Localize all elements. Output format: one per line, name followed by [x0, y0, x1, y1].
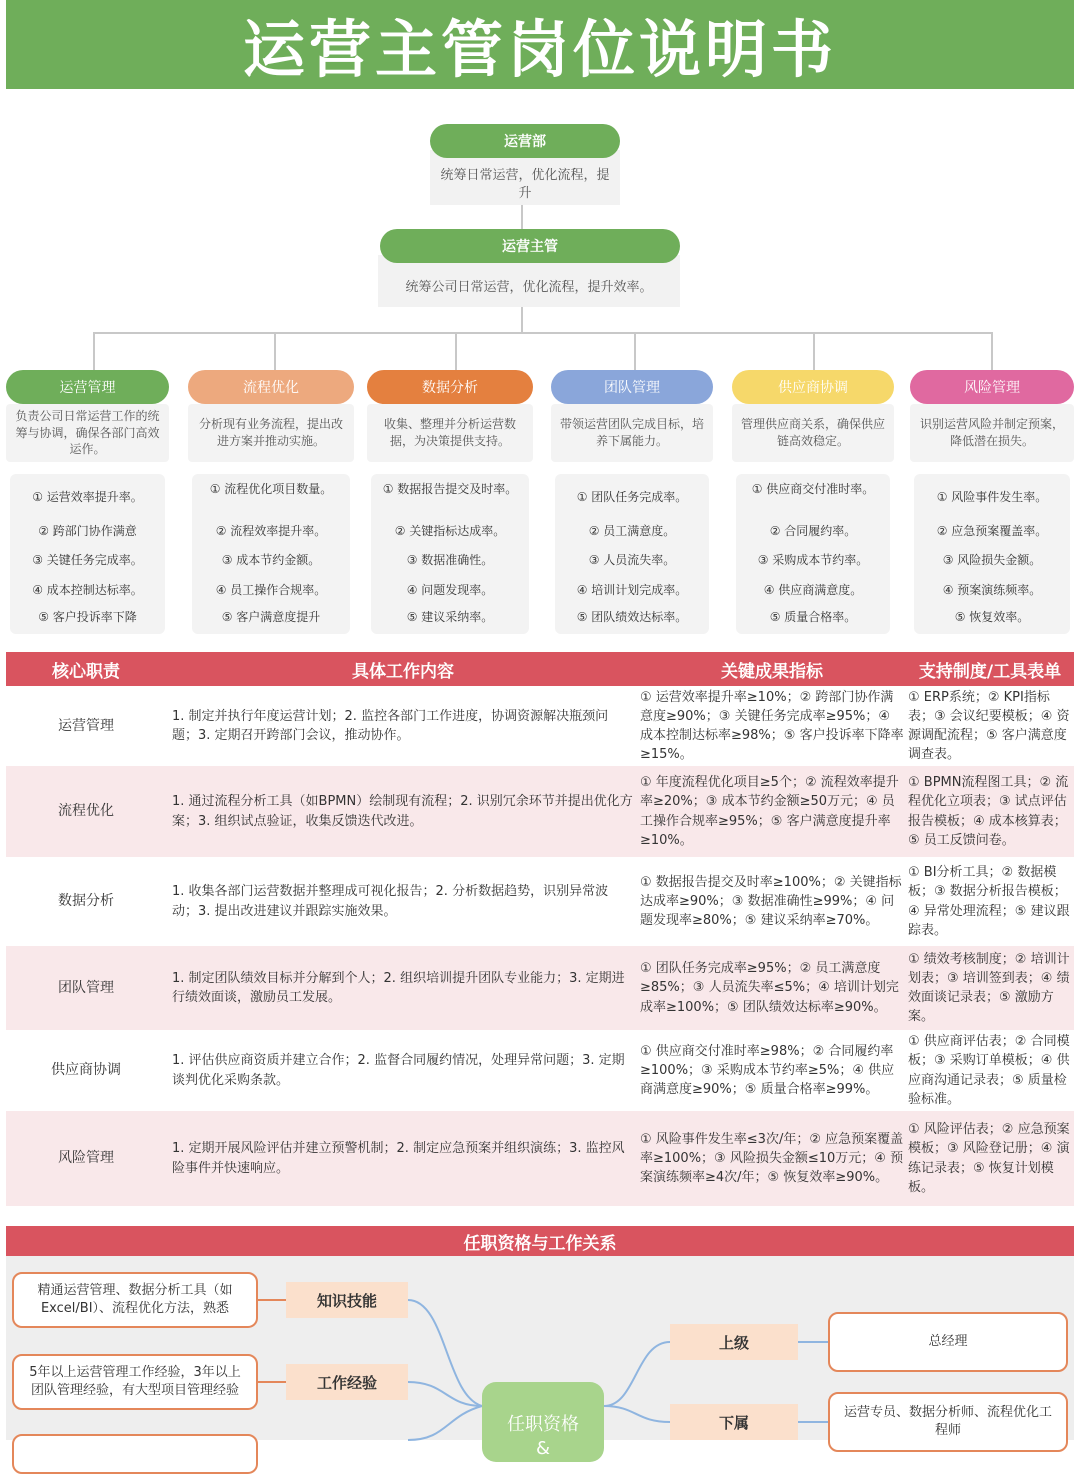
column-kpi-item: ③ 数据准确性。: [406, 553, 494, 567]
column-kpi-item: ③ 风险损失金额。: [942, 553, 1042, 567]
subordinate-tag: 下属: [670, 1404, 798, 1440]
column-desc-6: 识别运营风险并制定预案，降低潜在损失。: [910, 404, 1074, 462]
org-top-desc-text: 统筹日常运营，优化流程，提升: [440, 167, 610, 201]
column-kpi-item: ③ 采购成本节约率。: [757, 553, 869, 567]
column-kpi-box-1: [10, 474, 165, 634]
experience-box: [12, 1354, 258, 1410]
cell-tools: ① BPMN流程图工具；② 流程优化立项表；③ 试点评估报告模板；④ 成本核算表；⑤ 员工反馈问卷。: [908, 775, 1069, 848]
column-kpi-item: ⑤ 客户满意度提升: [221, 610, 321, 624]
column-kpi-item: ④ 供应商满意度。: [763, 583, 863, 597]
cell-work: 1. 制定团队绩效目标并分解到个人；2. 组织培训提升团队专业能力；3. 定期进行绩效面谈，激励员工发展。: [172, 970, 625, 1005]
cell-work: 1. 制定并执行年度运营计划；2. 监控各部门工作进度，协调资源解决瓶颈问题；3. 定期召开跨部门会议，推动协作。: [172, 708, 609, 743]
column-header-1: 运营管理: [6, 370, 169, 404]
cell-kpi: ① 年度流程优化项目≥5个；② 流程效率提升率≥20%；③ 成本节约金额≥50万元；④ 员工操作合规率≥95%；⑤ 客户满意度提升率≥10%。: [640, 775, 899, 848]
org-mid-node: [380, 229, 680, 263]
column-kpi-item: ③ 成本节约金额。: [221, 553, 321, 567]
cell-role: 供应商协调: [51, 1062, 121, 1079]
org-connector: [93, 332, 993, 334]
cell-kpi: ① 供应商交付准时率≥98%；② 合同履约率≥100%；③ 采购成本节约率≥5%；④ 供应商满意度≥90%；⑤ 质量合格率≥99%。: [640, 1043, 895, 1098]
cell-kpi: ① 团队任务完成率≥95%；② 员工满意度≥85%；③ 人员流失率≤5%；④ 培训计划完成率≥100%；⑤ 团队绩效达标率≥90%。: [640, 961, 899, 1015]
org-connector: [634, 332, 636, 370]
org-mid-label: 运营主管: [502, 239, 558, 255]
column-header-4: 团队管理: [551, 370, 713, 404]
org-connector: [455, 332, 457, 370]
table-row: [6, 1111, 1074, 1206]
column-desc-2: 分析现有业务流程，提出改进方案并推动实施。: [188, 404, 354, 462]
column-kpi-item: ② 员工满意度。: [588, 524, 676, 538]
table-row: [6, 686, 1074, 766]
column-header-3: 数据分析: [367, 370, 533, 404]
column-kpi-item: ① 流程优化项目数量。: [209, 482, 333, 496]
column-kpi-item: ⑤ 质量合格率。: [769, 610, 857, 624]
org-connector: [813, 332, 815, 370]
column-kpi-item: ② 关键指标达成率。: [394, 524, 506, 538]
cell-role: 数据分析: [58, 893, 114, 910]
column-desc-5: 管理供应商关系，确保供应链高效稳定。: [732, 404, 894, 462]
column-kpi-box-2: [192, 474, 350, 634]
org-top-desc: [430, 150, 620, 205]
subordinate-box: [828, 1392, 1068, 1452]
column-header-6: 风险管理: [910, 370, 1074, 404]
cell-kpi: ① 风险事件发生率≤3次/年；② 应急预案覆盖率≥100%；③ 风险损失金额≤10万元；④ 预案演练频率≥4次/年；⑤ 恢复效率≥90%。: [640, 1131, 904, 1186]
extra-box: [12, 1434, 258, 1474]
page-title: 运营主管岗位说明书: [242, 13, 837, 86]
cell-role: 流程优化: [58, 803, 114, 820]
subordinate-text: 运营专员、数据分析师、流程优化工程师: [843, 1404, 1052, 1438]
org-connector: [521, 205, 523, 229]
qualification-center-node: [482, 1382, 604, 1462]
column-kpi-item: ① 运营效率提升率。: [32, 490, 143, 504]
column-kpi-item: ⑤ 团队绩效达标率。: [576, 610, 688, 624]
column-kpi-item: ① 数据报告提交及时率。: [382, 482, 518, 496]
superior-box: [828, 1312, 1068, 1372]
table-row: [6, 857, 1074, 946]
column-kpi-item: ④ 成本控制达标率。: [32, 583, 143, 597]
column-header-2: 流程优化: [188, 370, 354, 404]
column-header-5: 供应商协调: [732, 370, 894, 404]
table-row: [6, 1030, 1074, 1111]
experience-tag: 工作经验: [286, 1364, 408, 1400]
experience-text: 5年以上运营管理工作经验，3年以上团队管理经验，有大型项目管理经验: [29, 1364, 241, 1398]
column-kpi-item: ③ 关键任务完成率。: [32, 553, 143, 567]
column-kpi-item: ④ 预案演练频率。: [942, 583, 1042, 597]
th-role: 核心职责: [52, 661, 120, 682]
column-kpi-item: ⑤ 恢复效率。: [954, 610, 1030, 624]
superior-tag: 上级: [670, 1324, 798, 1360]
column-kpi-item: ④ 问题发现率。: [406, 583, 494, 597]
column-kpi-box-5: [736, 474, 890, 634]
column-kpi-item: ② 流程效率提升率。: [215, 524, 327, 538]
cell-role: 团队管理: [58, 979, 114, 996]
column-kpi-item: ① 团队任务完成率。: [576, 490, 688, 504]
org-mid-desc-text: 统筹公司日常运营，优化流程，提升效率。: [405, 280, 653, 296]
cell-kpi: ① 运营效率提升率≥10%；② 跨部门协作满意度≥90%；③ 关键任务完成率≥95%；④ 成本控制达标率≥98%；⑤ 客户投诉率下降率≥15%。: [640, 689, 904, 763]
cell-role: 运营管理: [58, 717, 114, 734]
column-kpi-item: ① 供应商交付准时率。: [751, 482, 875, 496]
cell-work: 1. 通过流程分析工具（如BPMN）绘制现有流程；2. 识别冗余环节并提出优化方案；3. 组织试点验证，收集反馈迭代改进。: [172, 794, 633, 829]
relations-header: 任职资格与工作关系: [6, 1226, 1074, 1256]
cell-work: 1. 收集各部门运营数据并整理成可视化报告；2. 分析数据趋势，识别异常波动；3. 提出改进建议并跟踪实施效果。: [172, 884, 609, 919]
cell-tools: ① BI分析工具；② 数据模板；③ 数据分析报告模板；④ 异常处理流程；⑤ 建议跟踪表。: [908, 865, 1070, 938]
column-desc-1: 负责公司日常运营工作的统筹与协调，确保各部门高效运作。: [6, 404, 169, 462]
th-work: 具体工作内容: [352, 661, 454, 682]
column-kpi-item: ⑤ 建议采纳率。: [406, 610, 494, 624]
column-kpi-item: ④ 员工操作合规率。: [215, 583, 327, 597]
column-kpi-item: ④ 培训计划完成率。: [576, 583, 688, 597]
org-top-label: 运营部: [504, 134, 546, 150]
org-connector: [991, 332, 993, 370]
relations-area: [6, 1256, 1074, 1459]
column-kpi-box-4: [555, 474, 709, 634]
column-kpi-item: ⑤ 客户投诉率下降: [38, 610, 137, 624]
table-row: [6, 766, 1074, 857]
org-connector: [521, 307, 523, 333]
cell-role: 风险管理: [58, 1150, 114, 1167]
org-connector: [274, 332, 276, 370]
knowledge-box: [12, 1272, 258, 1328]
column-kpi-item: ② 合同履约率。: [769, 524, 857, 538]
knowledge-tag: 知识技能: [286, 1282, 408, 1318]
table-header: [6, 652, 1074, 686]
org-top-node: [430, 124, 620, 158]
column-kpi-item: ② 应急预案覆盖率。: [936, 524, 1048, 538]
column-kpi-item: ② 跨部门协作满意: [38, 524, 137, 538]
center-text: 任职资格 &: [507, 1414, 579, 1459]
column-kpi-item: ① 风险事件发生率。: [936, 490, 1048, 504]
superior-text: 总经理: [928, 1333, 968, 1349]
knowledge-text: 精通运营管理、数据分析工具（如Excel/BI）、流程优化方法，熟悉: [37, 1282, 233, 1316]
column-kpi-box-3: [371, 474, 529, 634]
th-tools: 支持制度/工具表单: [918, 661, 1062, 682]
cell-tools: ① 供应商评估表；② 合同模板；③ 采购订单模板；④ 供应商沟通记录表；⑤ 质量检验标准。: [908, 1034, 1070, 1107]
column-kpi-item: ③ 人员流失率。: [588, 553, 676, 567]
column-desc-3: 收集、整理并分析运营数据，为决策提供支持。: [367, 404, 533, 462]
cell-kpi: ① 数据报告提交及时率≥100%；② 关键指标达成率≥90%；③ 数据准确性≥99%；④ 问题发现率≥80%；⑤ 建议采纳率≥70%。: [640, 874, 902, 929]
cell-work: 1. 评估供应商资质并建立合作；2. 监督合同履约情况，处理异常问题；3. 定期谈判优化采购条款。: [172, 1053, 625, 1088]
cell-work: 1. 定期开展风险评估并建立预警机制；2. 制定应急预案并组织演练；3. 监控风险事件并快速响应。: [172, 1141, 625, 1176]
cell-tools: ① 绩效考核制度；② 培训计划表；③ 培训签到表；④ 绩效面谈记录表；⑤ 激励方案。: [908, 951, 1070, 1025]
cell-tools: ① 风险评估表；② 应急预案模板；③ 风险登记册；④ 演练记录表；⑤ 恢复计划模板。: [908, 1122, 1070, 1195]
column-kpi-box-6: [914, 474, 1070, 634]
cell-tools: ① ERP系统；② KPI指标表；③ 会议纪要模板；④ 资源调配流程；⑤ 客户满意度调查表。: [908, 689, 1070, 763]
column-desc-4: 带领运营团队完成目标，培养下属能力。: [551, 404, 713, 462]
org-connector: [93, 332, 95, 370]
table-row: [6, 946, 1074, 1030]
title-banner: [6, 0, 1074, 89]
th-kpi: 关键成果指标: [721, 661, 823, 682]
